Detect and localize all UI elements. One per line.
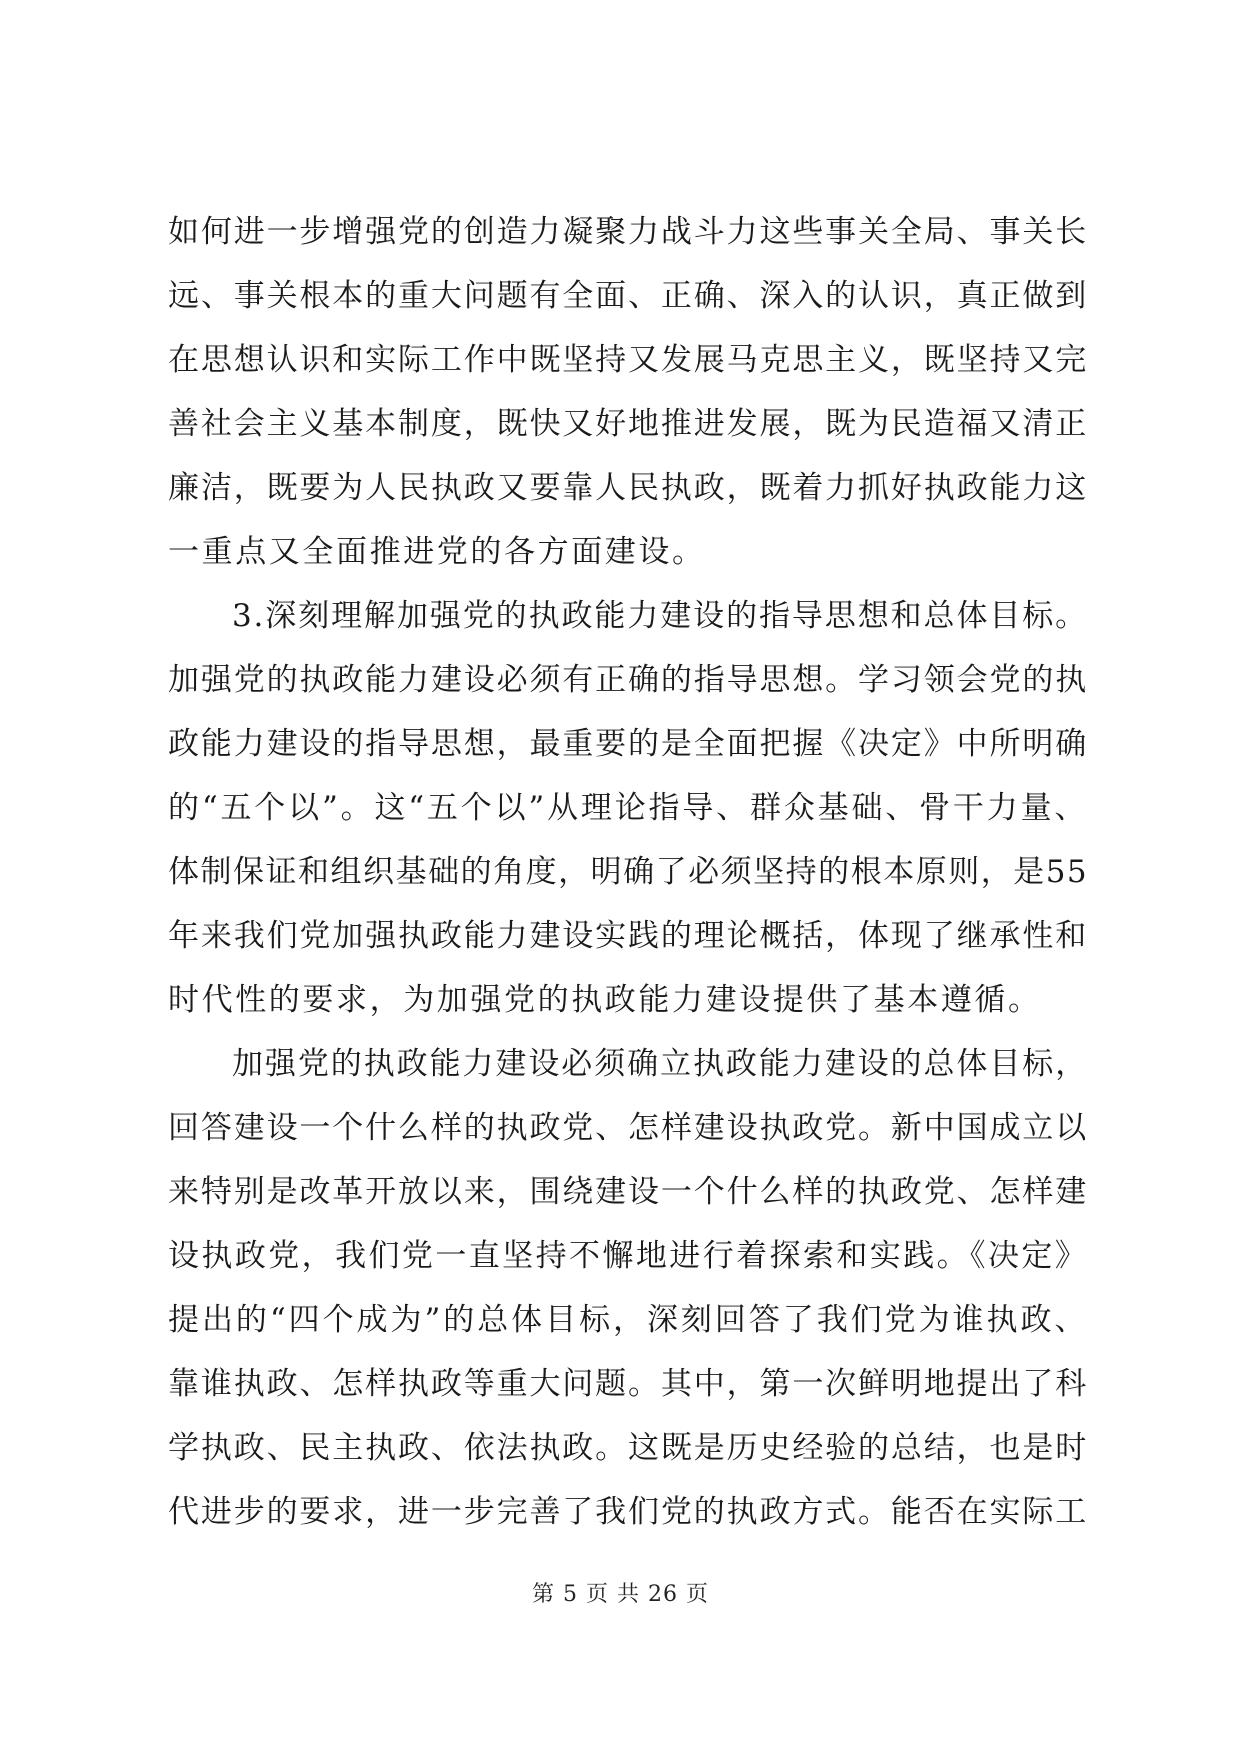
text-line: 善社会主义基本制度，既快又好地推进发展，既为民造福又清正 bbox=[168, 406, 1088, 442]
text-line: 远、事关根本的重大问题有全面、正确、深入的认识，真正做到 bbox=[168, 278, 1088, 314]
text-line: 来特别是改革开放以来，围绕建设一个什么样的执政党、怎样建 bbox=[168, 1174, 1088, 1210]
text-line: 提出的“四个成为”的总体目标，深刻回答了我们党为谁执政、 bbox=[168, 1302, 1088, 1338]
text-line: 代进步的要求，进一步完善了我们党的执政方式。能否在实际工 bbox=[168, 1494, 1088, 1530]
page-footer: 第 5 页 共 26 页 bbox=[532, 1582, 709, 1607]
text-line: 加强党的执政能力建设必须确立执政能力建设的总体目标， bbox=[232, 1046, 1088, 1082]
text-line: 体制保证和组织基础的角度，明确了必须坚持的根本原则，是55 bbox=[168, 854, 1088, 890]
text-line: 年来我们党加强执政能力建设实践的理论概括，体现了继承性和 bbox=[168, 918, 1088, 954]
text-line: 在思想认识和实际工作中既坚持又发展马克思主义，既坚持又完 bbox=[168, 342, 1088, 378]
text-line: 的“五个以”。这“五个以”从理论指导、群众基础、骨干力量、 bbox=[168, 790, 1088, 826]
text-line: 廉洁，既要为人民执政又要靠人民执政，既着力抓好执政能力这 bbox=[168, 470, 1088, 506]
text-line: 回答建设一个什么样的执政党、怎样建设执政党。新中国成立以 bbox=[168, 1110, 1088, 1146]
text-line: 政能力建设的指导思想，最重要的是全面把握《决定》中所明确 bbox=[168, 726, 1088, 762]
text-line: 如何进一步增强党的创造力凝聚力战斗力这些事关全局、事关长 bbox=[168, 214, 1088, 250]
text-line: 设执政党，我们党一直坚持不懈地进行着探索和实践。《决定》 bbox=[168, 1238, 1088, 1274]
text-line: 加强党的执政能力建设必须有正确的指导思想。学习领会党的执 bbox=[168, 662, 1088, 698]
text-line: 时代性的要求，为加强党的执政能力建设提供了基本遵循。 bbox=[168, 982, 1042, 1018]
text-line: 学执政、民主执政、依法执政。这既是历史经验的总结，也是时 bbox=[168, 1430, 1088, 1466]
text-line: 靠谁执政、怎样执政等重大问题。其中，第一次鲜明地提出了科 bbox=[168, 1366, 1088, 1402]
text-line: 一重点又全面推进党的各方面建设。 bbox=[168, 534, 706, 570]
text-line: 3.深刻理解加强党的执政能力建设的指导思想和总体目标。 bbox=[232, 598, 1088, 634]
